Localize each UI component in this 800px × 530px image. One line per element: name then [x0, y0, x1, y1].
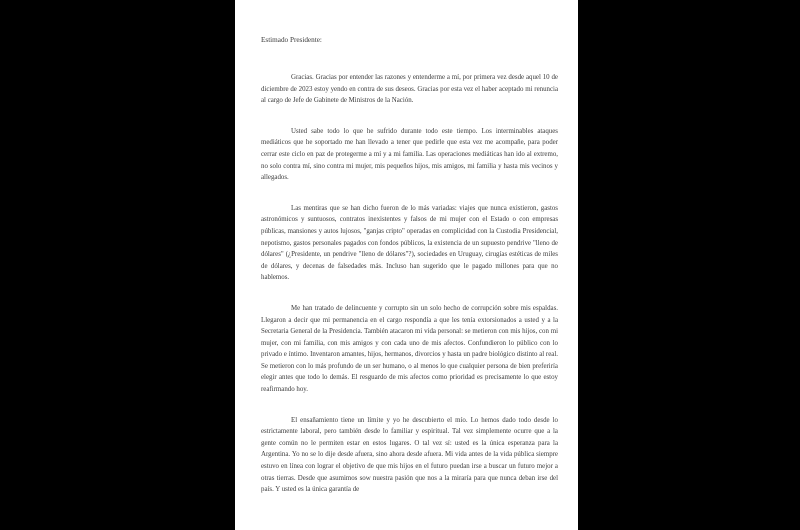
letter-paragraph: Usted sabe todo lo que he sufrido durante todo este tiempo. Los interminables ataques mediáticos que he soportado me han llevado a tener que pedirle que esta vez me acompañe, para poder cerrar este ciclo en paz de protegerme a mí y a mi familia. Las operaciones mediáticas han ido al extremo, no solo contra mí, sino contra mi mujer, mis pequeños hijos, mis amigos, mi familia y hasta mis vecinos y allegados.: [261, 127, 558, 182]
document-page: [235, 0, 578, 530]
letter-paragraph: Las mentiras que se han dicho fueron de lo más variadas: viajes que nunca existieron, gastos astronómicos y suntuosos, contratos inexistentes y falsos de mi mujer con el Estado o con empresas públicas, mansiones y autos lujosos, "ganjas cripto" operadas en complicidad con la Custodia Presidencial, nepotismo, gastos personales pagados con fondos públicos, la existencia de un supuesto pendrive "lleno de dólares" (¿Presidente, un pendrive "lleno de dólares"?), sociedades en Uruguay, cirugías estéticas de miles de dólares, y decenas de falsedades más. Incluso han sugerido que le pagado millones para que no hablemos.: [261, 204, 558, 282]
letter-paragraph: El ensañamiento tiene un límite y yo he descubierto el mío. Lo hemos dado todo desde lo estrictamente laboral, pero también desde lo familiar y espiritual. Tal vez simplemente ocurre que a la gente común no le permiten estar en estos lugares. O tal vez sí: usted es la única esperanza para la Argentina. Yo no se lo dije desde afuera, sino ahora desde afuera. Mi vida antes de la vida pública siempre estuvo en línea con lograr el objetivo de que mis hijos en el futuro puedan irse a buscar un futuro mejor a otras tierras. Desde que asumimos sow nuestra pasión que nos a la miraría para que nunca deban irse del país. Y usted es la única garantía de: [261, 416, 558, 494]
letter-greeting: Estimado Presidente:: [261, 36, 322, 44]
letter-paragraph: Gracias. Gracias por entender las razones y entenderme a mí, por primera vez desde aquel 10 de diciembre de 2023 estoy yendo en contra de sus deseos. Gracias por esta vez el haber aceptado mi renuncia al cargo de Jefe de Gabinete de Ministros de la Nación.: [261, 74, 558, 105]
letter-paragraph: Me han tratado de delincuente y corrupto sin un solo hecho de corrupción sobre mis espaldas. Llegaron a decir que mi permanencia en el cargo respondía a que les tenía extorsionados a usted y a la Secretaria General de la Presidencia. También atacaron mi vida personal: se metieron con mis hijos, con mi mujer, con mi familia, con mis amigos y con cada uno de mis afectos. Confundieron lo público con lo privado e íntimo. Inventaron amantes, hijos, hermanos, divorcios y hasta un padre biológico distinto al real. Se metieron con lo más profundo de un ser humano, o al menos lo que cualquier persona de bien preferiría elegir antes que todo lo demás. El resguardo de mis afectos como prioridad es precisamente lo que estoy reafirmando hoy.: [261, 304, 558, 394]
